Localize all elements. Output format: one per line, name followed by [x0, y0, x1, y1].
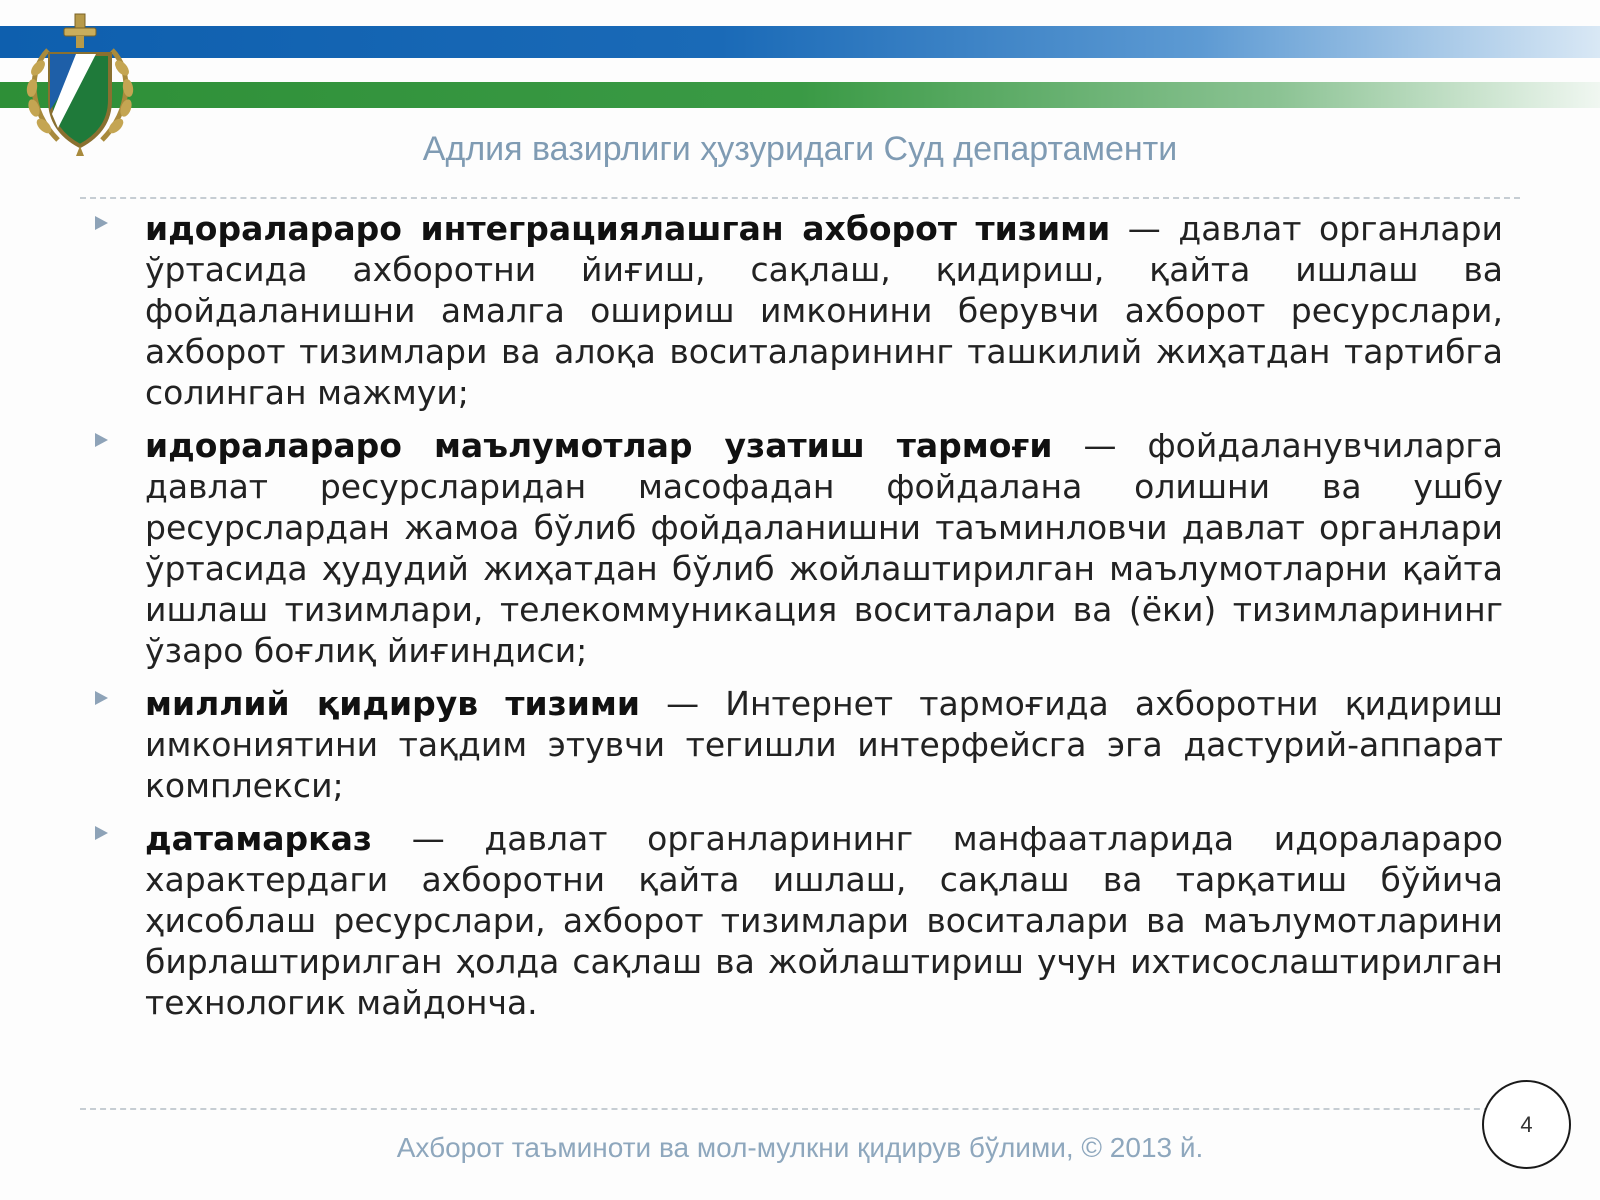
list-item — [93, 425, 1503, 671]
list-item-definition: — Интернет тармоғида ахборотни қидириш имкониятини тақдим этувчи тегишли интерфейсга эга дастурий-аппарат комплекси; — [145, 684, 1503, 805]
page-number-badge — [1482, 1080, 1571, 1169]
bullet-triangle-icon — [95, 826, 108, 840]
list-item-definition: — давлат органларининг манфаатларида идоралараро характердаги ахборотни қайта ишлаш, сақлаш ва тарқатиш бўйича ҳисоблаш ресурслари, ахборот тизимлари воситалари ва маълумотларини бирлаштирилган ҳолда сақлаш ва жойлаштириш учун ихтисослаштирилган технологик майдонча. — [145, 819, 1503, 1022]
list-item-term: миллий қидирув тизими — [145, 684, 640, 723]
list-item-text — [145, 425, 1503, 671]
list-item-text — [145, 683, 1503, 806]
list-item-term: датамарказ — [145, 819, 373, 858]
bullet-triangle-icon — [95, 433, 108, 447]
bullet-triangle-icon — [95, 216, 108, 230]
header-band-green — [0, 82, 1600, 108]
definition-list — [93, 208, 1503, 1035]
list-item-term: идоралараро интеграциялашган ахборот тизими — [145, 209, 1111, 248]
list-item — [93, 208, 1503, 413]
header-divider — [80, 197, 1520, 199]
page-title: Адлия вазирлиги ҳузуридаги Суд департаменти — [422, 130, 1178, 168]
bullet-triangle-icon — [95, 691, 108, 705]
list-item-definition: — фойдаланувчиларга давлат ресурсларидан масофадан фойдалана олишни ва ушбу ресурслардан жамоа бўлиб фойдаланишни таъминловчи давлат органлари ўртасида ҳудудий жиҳатдан бўлиб жойлаштирилган маълумотларни қайта ишлаш тизимлари, телекоммуникация воситалари ва (ёки) тизимларининг ўзаро боғлиқ йиғиндиси; — [145, 426, 1503, 670]
footer-divider — [80, 1108, 1520, 1110]
list-item-definition: — давлат органлари ўртасида ахборотни йиғиш, сақлаш, қидириш, қайта ишлаш ва фойдаланишни амалга ошириш имконини берувчи ахборот ресурслари, ахборот тизимлари ва алоқа воситаларининг ташкилий жиҳатдан тартибга солинган мажмуи; — [145, 209, 1503, 412]
list-item-text — [145, 818, 1503, 1023]
page-number: 4 — [1520, 1111, 1533, 1137]
list-item — [93, 683, 1503, 806]
list-item-text — [145, 208, 1503, 413]
list-item — [93, 818, 1503, 1023]
footer-caption: Ахборот таъминоти ва мол-мулкни қидирув бўлими, © 2013 й. — [396, 1132, 1204, 1163]
list-item-term: идоралараро маълумотлар узатиш тармоғи — [145, 426, 1053, 465]
header-band-blue — [0, 26, 1600, 58]
